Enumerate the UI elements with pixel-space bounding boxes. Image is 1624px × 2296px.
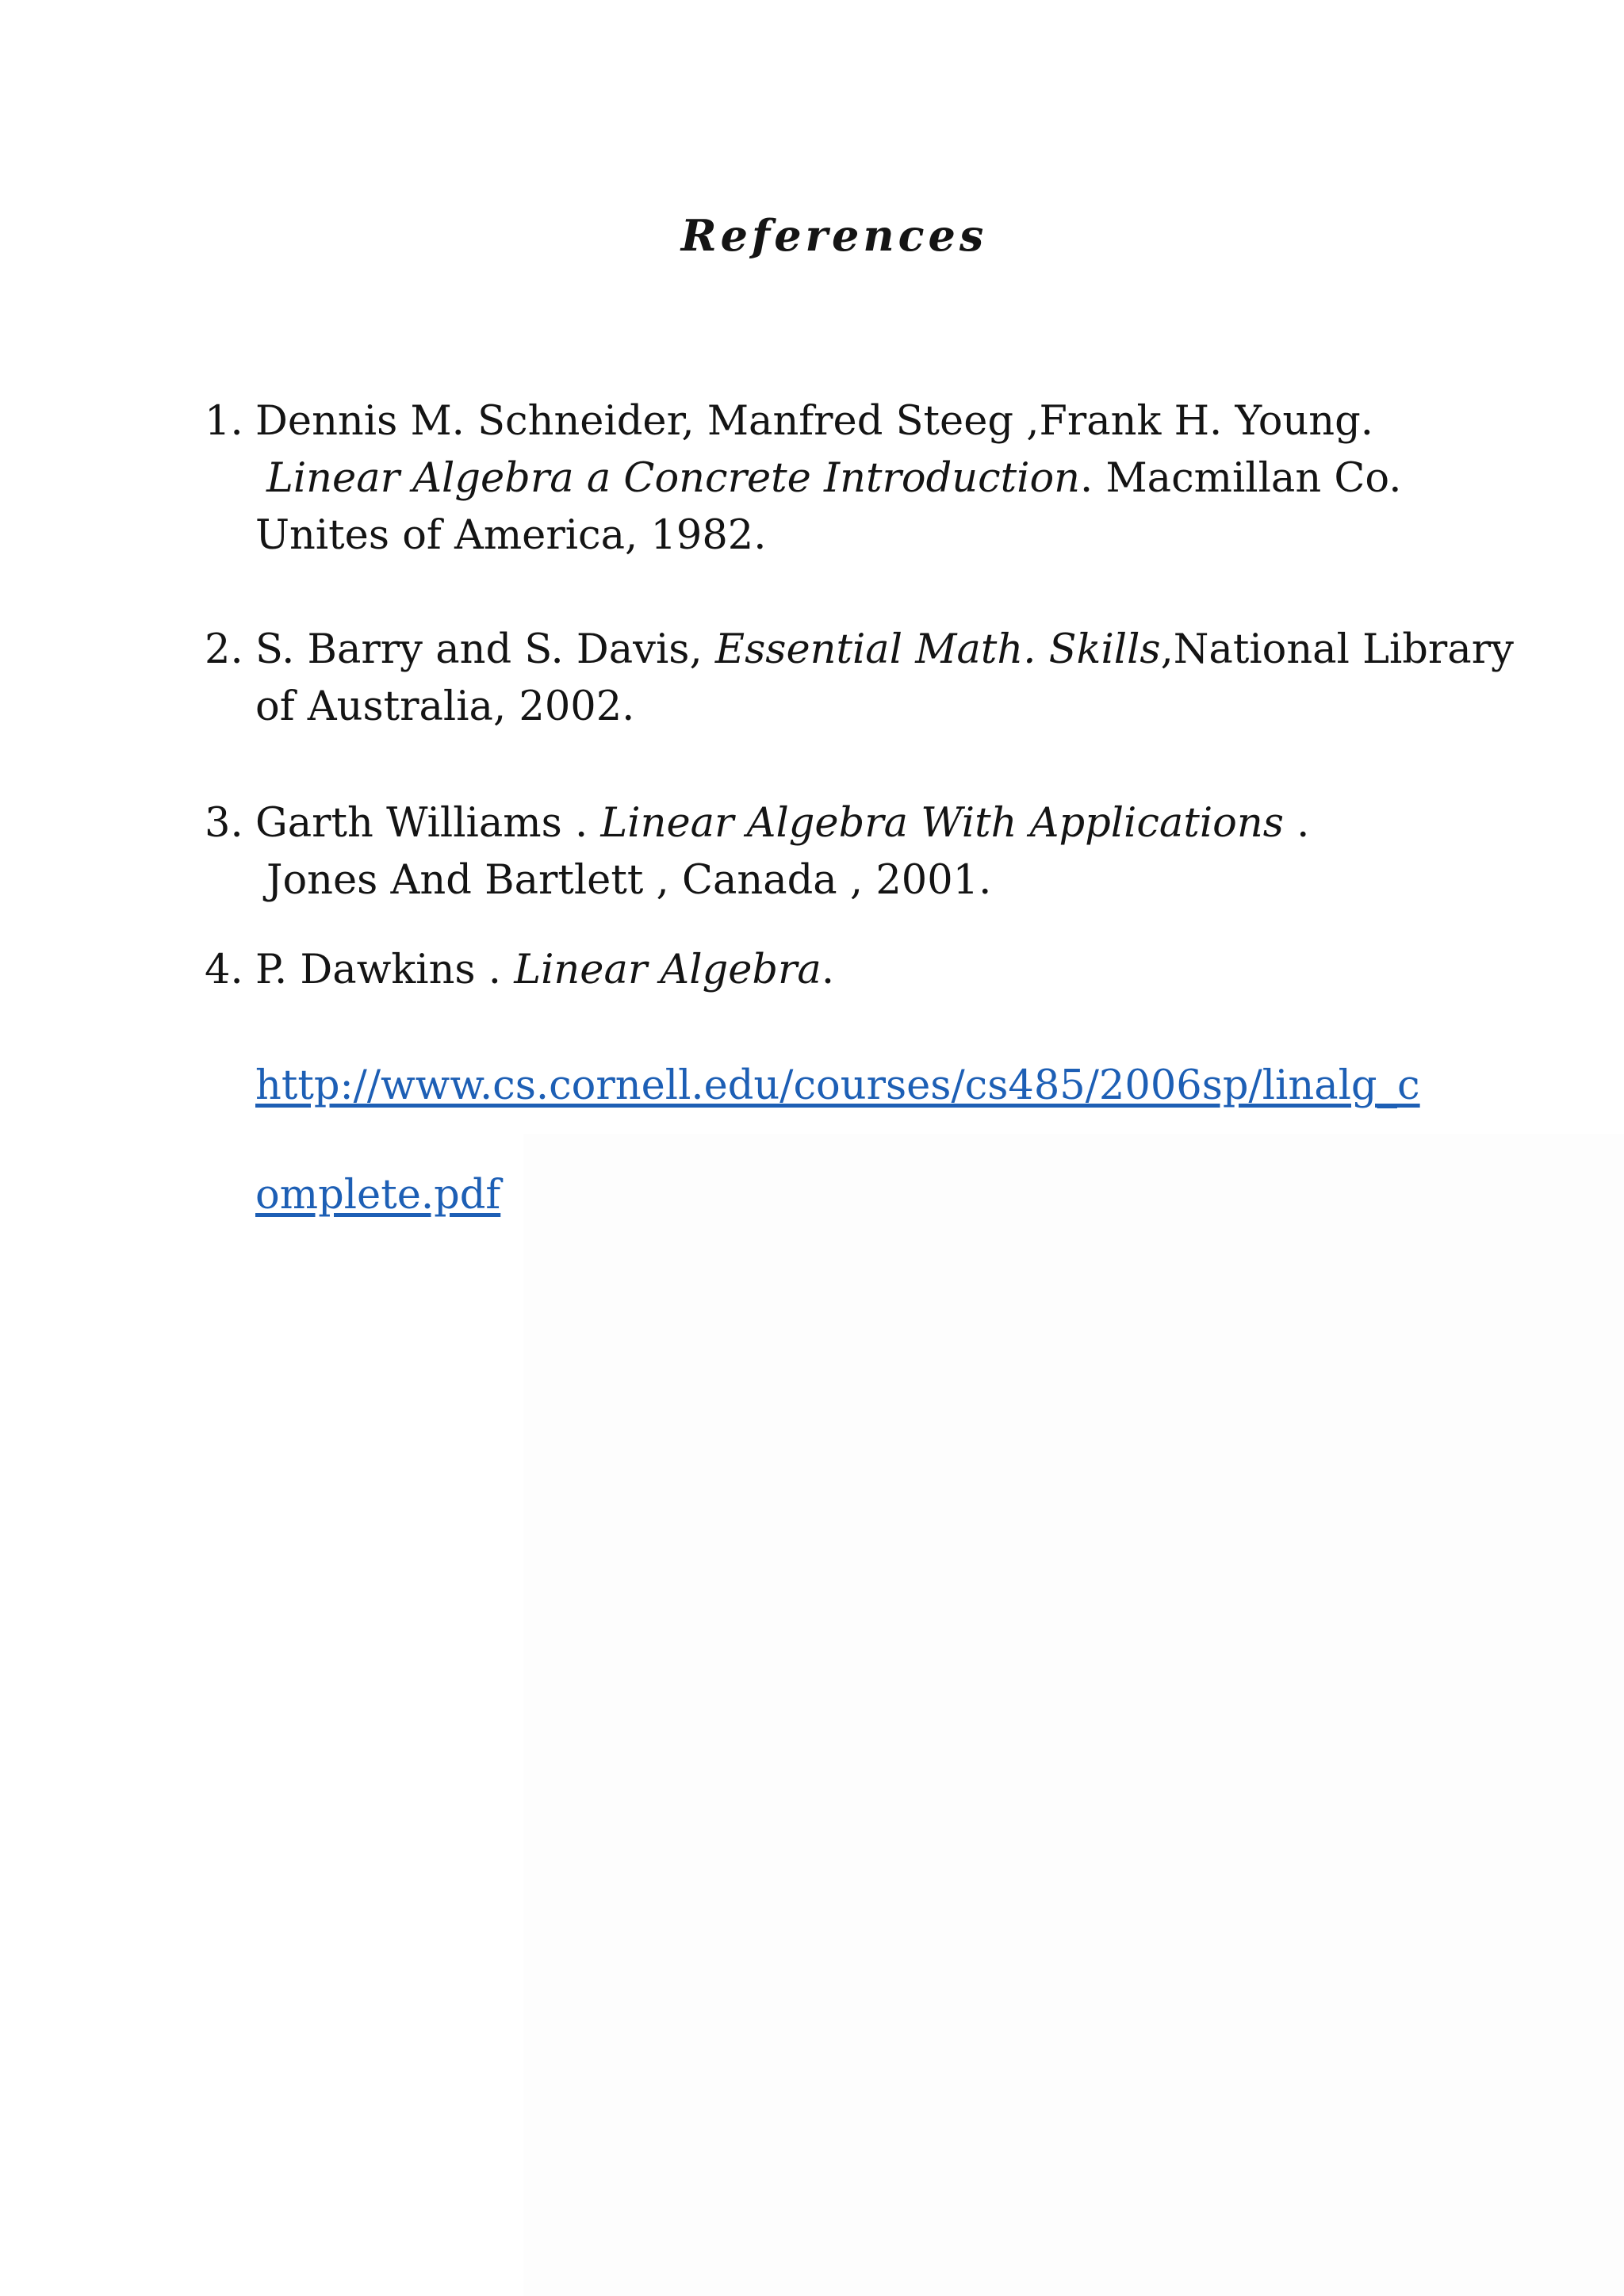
reference-item-1 [205, 393, 1592, 564]
reference-body [255, 393, 1592, 564]
reference-publisher: ,National Library [1160, 626, 1514, 673]
reference-number: 2. [205, 626, 243, 673]
reference-url-link[interactable]: http://www.cs.cornell.edu/courses/cs485/2006sp/linalg_c [255, 1062, 1420, 1109]
reference-place-year: Unites of America, 1982. [255, 512, 767, 559]
reference-place-year: of Australia, 2002. [255, 683, 635, 730]
reference-book-title: Linear Algebra With Applications [600, 800, 1297, 847]
reference-number: 4. [205, 947, 243, 993]
reference-book-title: Linear Algebra a Concrete Introduction [266, 455, 1081, 502]
reference-item-4 [205, 942, 1592, 999]
reference-url-link-continued[interactable]: omplete.pdf [255, 1172, 501, 1219]
reference-first-line [255, 795, 1592, 852]
reference-title-line [255, 450, 1592, 507]
reference-authors: P. Dawkins . [255, 947, 515, 993]
reference-authors: Dennis M. Schneider, Manfred Steeg ,Frank H. Young. [255, 398, 1373, 445]
reference-book-title: Linear Algebra [514, 947, 822, 993]
reference-first-line [255, 942, 1592, 999]
reference-punctuation: . [1297, 800, 1310, 847]
page-title: References [680, 210, 988, 261]
reference-publisher: . Macmillan Co. [1080, 455, 1402, 502]
reference-body [255, 942, 1592, 999]
reference-book-title: Essential Math. Skills [714, 626, 1161, 673]
reference-number: 3. [205, 800, 243, 847]
reference-publisher-place-year: Jones And Bartlett , Canada , 2001. [266, 857, 992, 904]
reference-punctuation: . [821, 947, 835, 993]
reference-body [255, 622, 1592, 736]
reference-item-2 [205, 622, 1592, 736]
reference-authors: Garth Williams . [255, 800, 601, 847]
reference-item-3 [205, 795, 1592, 909]
reference-authors: S. Barry and S. Davis, [255, 626, 715, 673]
reference-number: 1. [205, 398, 243, 445]
reference-body [255, 795, 1592, 909]
reference-first-line [255, 622, 1592, 679]
